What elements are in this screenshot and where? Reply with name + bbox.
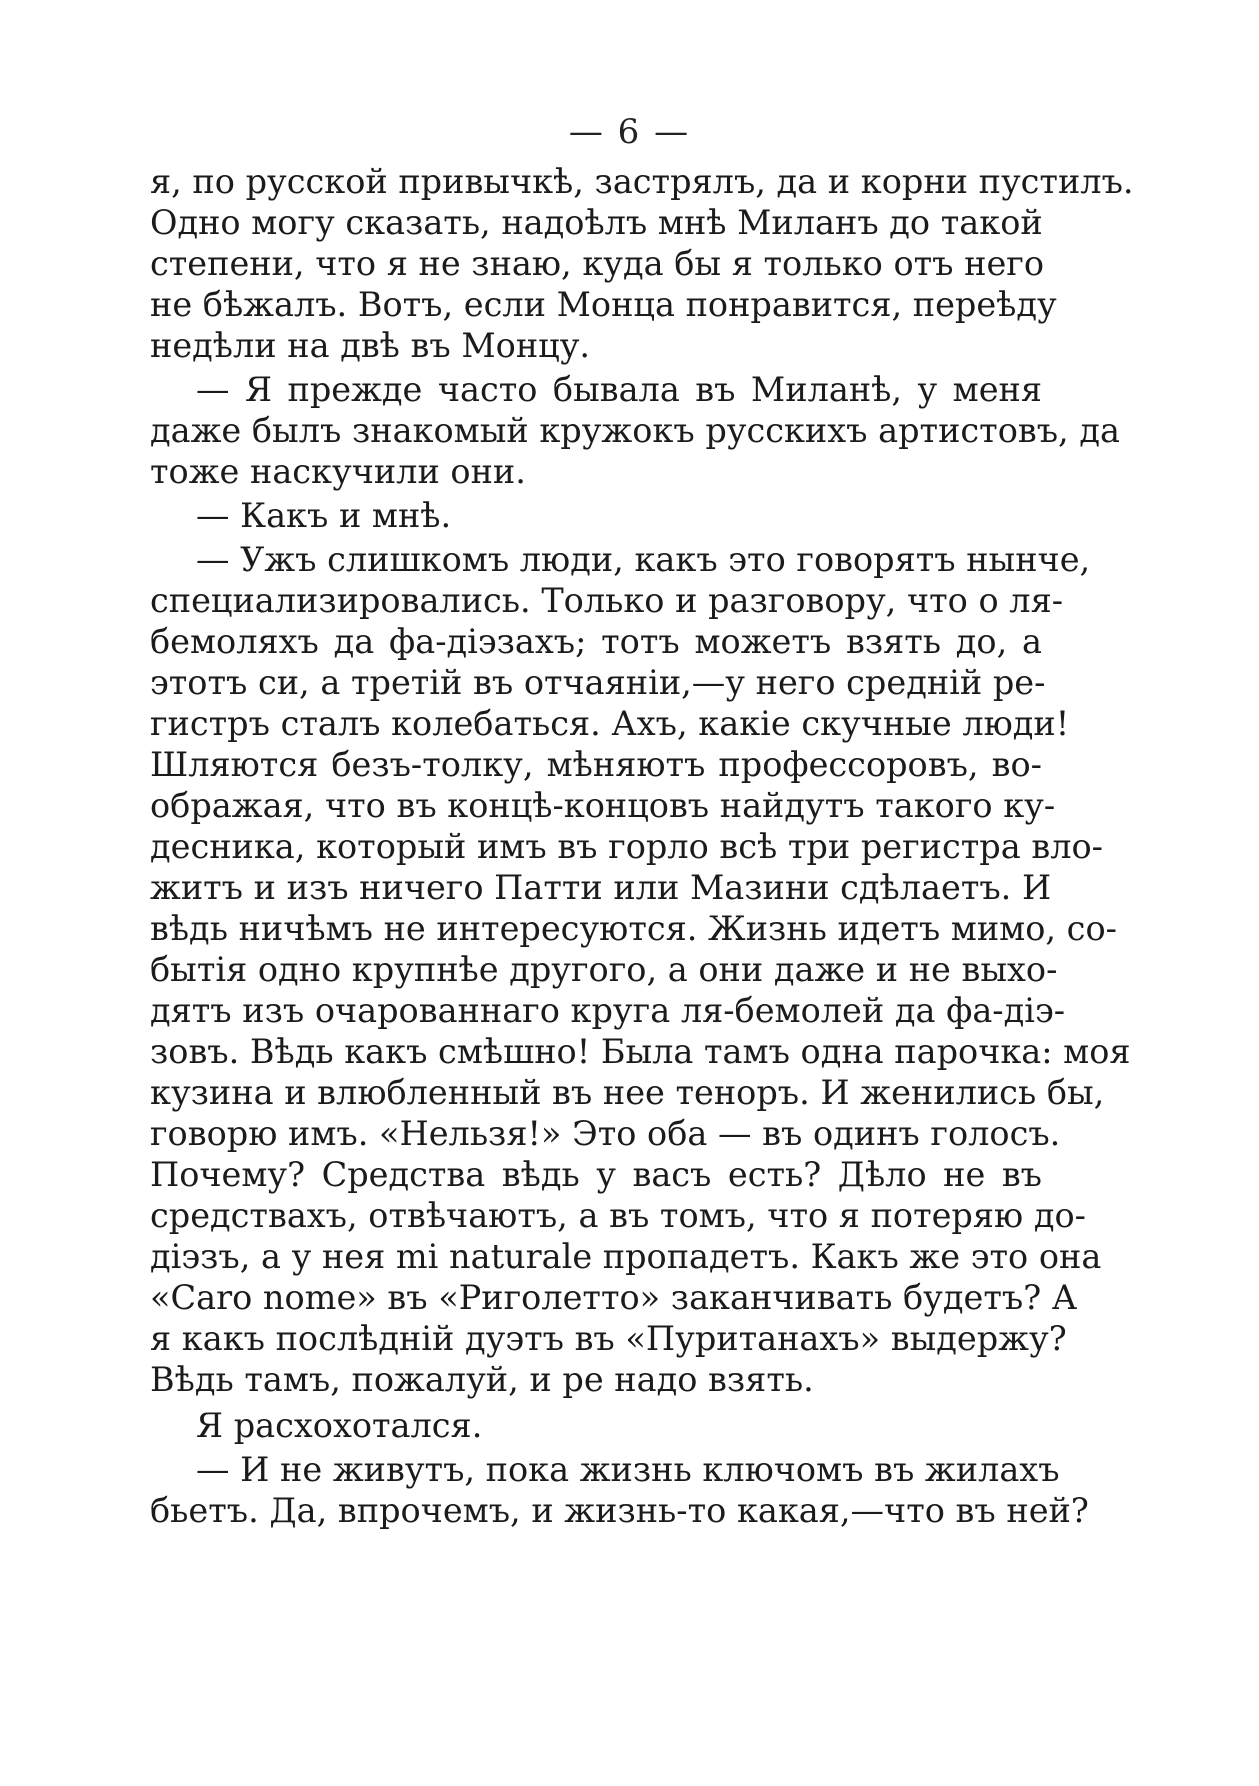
text-line: бытія одно крупнѣе другого, а они даже и не выхо- [150,950,1058,989]
text-line: даже былъ знакомый кружокъ русскихъ артистовъ, да [150,411,1120,450]
text-line: дятъ изъ очарованнаго круга ля-бемолей да фа-діэ- [150,991,1066,1030]
text-line: кузина и влюбленный въ нее теноръ. И женились бы, [150,1073,1105,1112]
text-line: Одно могу сказать, надоѣлъ мнѣ Миланъ до такой [150,203,1043,242]
text-line: — Какъ и мнѣ. [196,496,452,535]
text-line: «Caro nome» въ «Риголетто» заканчивать будетъ? А [150,1278,1078,1317]
text-line: я, по русской привычкѣ, застрялъ, да и корни пустилъ. [150,162,1134,201]
text-line: недѣли на двѣ въ Монцу. [150,326,591,365]
text-line: Вѣдь тамъ, пожалуй, и ре надо взять. [150,1360,814,1399]
text-line: гистръ сталъ колебаться. Ахъ, какіе скучные люди! [150,704,1070,743]
text-line: я какъ послѣдній дуэтъ въ «Пуританахъ» выдержу? [150,1319,1067,1358]
text-line: средствахъ, отвѣчаютъ, а въ томъ, что я потеряю до- [150,1196,1086,1235]
text-line: вѣдь ничѣмъ не интересуются. Жизнь идетъ мимо, со- [150,909,1117,948]
text-line: Я расхохотался. [196,1406,483,1445]
text-line: — Ужъ слишкомъ люди, какъ это говорятъ нынче, [196,540,1091,579]
text-line: Почему? Средства вѣдь у васъ есть? Дѣло не въ [150,1155,1042,1194]
text-line: бьетъ. Да, впрочемъ, и жизнь-то какая,—что въ ней? [150,1491,1089,1530]
text-line: специализировались. Только и разговору, что о ля- [150,581,1064,620]
text-line: этотъ си, а третій въ отчаяніи,—у него средній ре- [150,663,1046,702]
text-line: житъ и изъ ничего Патти или Мазини сдѣлаетъ. И [150,868,1052,907]
text-line: десника, который имъ въ горло всѣ три регистра вло- [150,827,1103,866]
text-line: Шляются безъ-толку, мѣняютъ профессоровъ, во- [150,745,1042,784]
text-line: говорю имъ. «Нельзя!» Это оба — въ одинъ голосъ. [150,1114,1061,1153]
text-line: — И не живутъ, пока жизнь ключомъ въ жилахъ [196,1450,1060,1489]
page-number: — 6 — [568,112,691,152]
text-line: зовъ. Вѣдь какъ смѣшно! Была тамъ одна парочка: моя [150,1032,1131,1071]
text-line: діэзъ, а у нея mi naturale пропадетъ. Какъ же это она [150,1237,1102,1276]
text-line: ображая, что въ концѣ-концовъ найдутъ такого ку- [150,786,1056,825]
text-line: — Я прежде часто бывала въ Миланѣ, у меня [196,370,1042,409]
text-line: тоже наскучили они. [150,452,526,491]
text-line: степени, что я не знаю, куда бы я только отъ него [150,244,1045,283]
text-line: не бѣжалъ. Вотъ, если Монца понравится, переѣду [150,285,1057,324]
text-line: бемоляхъ да фа-діэзахъ; тотъ можетъ взять до, а [150,622,1042,661]
